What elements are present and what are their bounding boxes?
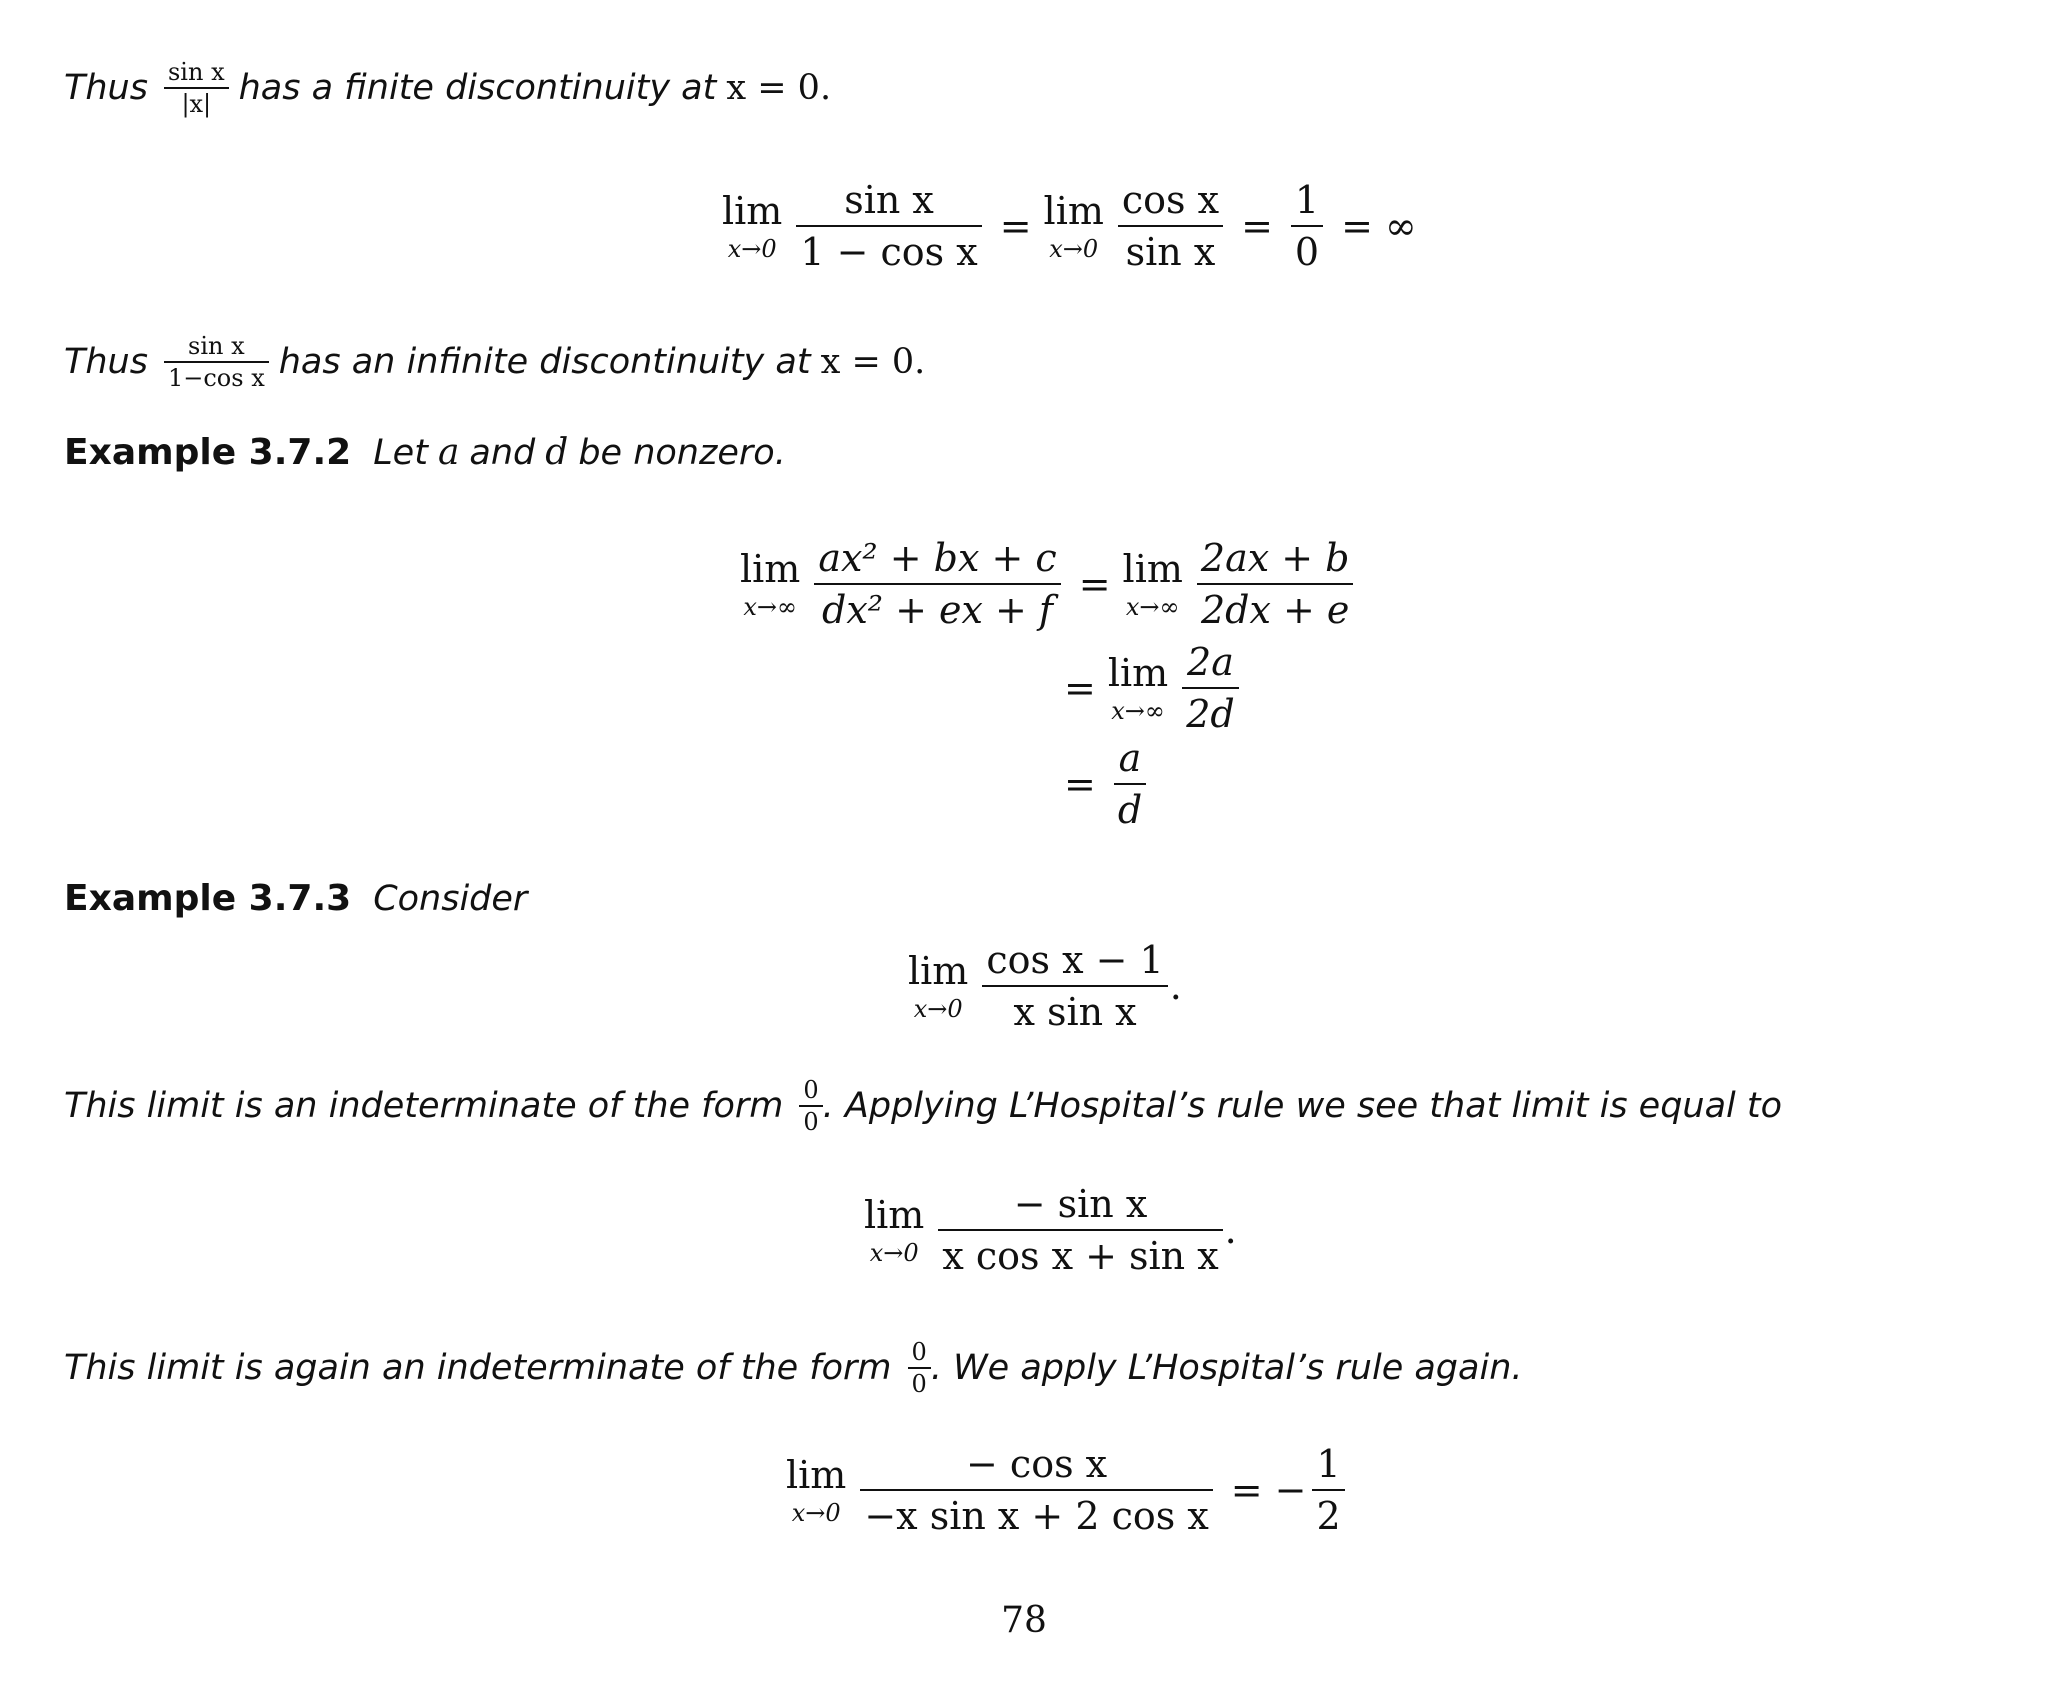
eq1-equals-1: = bbox=[999, 204, 1032, 248]
eq5-lim bbox=[786, 1453, 846, 1527]
eq5-rfrac bbox=[1312, 1442, 1344, 1538]
eq1-frac3-den: 0 bbox=[1294, 230, 1320, 274]
eq1-frac1 bbox=[796, 178, 981, 274]
eq1-frac1-num: sin x bbox=[844, 178, 934, 222]
eq5-rfrac-num: 1 bbox=[1316, 1442, 1341, 1486]
eq2-frac-main bbox=[814, 536, 1060, 632]
eq2-equals-3: = bbox=[1064, 762, 1096, 806]
eq5-sign: − bbox=[1274, 1468, 1307, 1512]
para2-frac-den: 1−cos x bbox=[167, 363, 265, 392]
eq2-lim-3 bbox=[1108, 651, 1168, 725]
eq2-lim-2 bbox=[1123, 547, 1183, 621]
eq2-frac-r2 bbox=[1182, 640, 1239, 736]
eq4-lim bbox=[864, 1193, 924, 1267]
eq1-lim-right bbox=[1044, 189, 1104, 263]
eq4-lim-text: lim bbox=[864, 1193, 925, 1237]
eq2-lim-text-1: lim bbox=[740, 547, 801, 591]
eq5-frac-num: − cos x bbox=[966, 1442, 1108, 1486]
para4-text-a: This limit is again an indeterminate of the form bbox=[64, 1347, 892, 1388]
para2-math-tail: x = 0. bbox=[820, 341, 926, 382]
para4-fraction bbox=[908, 1338, 931, 1398]
eq5-rfrac-bar bbox=[1312, 1489, 1344, 1491]
example1-var-d: d bbox=[545, 432, 569, 473]
eq2-frac-r2-num: 2a bbox=[1187, 640, 1234, 684]
eq2-lim-sub-2: x→∞ bbox=[1125, 593, 1180, 621]
eq4-frac-den: x cos x + sin x bbox=[942, 1234, 1219, 1278]
eq2-lim-sub-3: x→∞ bbox=[1111, 697, 1165, 725]
para4-frac-den: 0 bbox=[911, 1369, 927, 1398]
eq2-frac-r1 bbox=[1197, 536, 1354, 632]
eq5-frac-bar bbox=[860, 1489, 1212, 1491]
eq3-frac bbox=[982, 938, 1167, 1034]
eq3-lim-text: lim bbox=[908, 949, 969, 993]
para3-text-a: This limit is an indeterminate of the form bbox=[64, 1085, 784, 1126]
para1-frac-num: sin x bbox=[167, 58, 225, 86]
para3-text-b: . Applying L’Hospital’s rule we see that limit is equal to bbox=[822, 1085, 1783, 1126]
eq2-line-3 bbox=[1052, 736, 1152, 832]
eq5-rfrac-den: 2 bbox=[1316, 1494, 1341, 1538]
eq2-frac-r3-bar bbox=[1114, 783, 1146, 785]
eq1-frac2-den: sin x bbox=[1125, 230, 1216, 274]
example-3-7-2-heading bbox=[64, 432, 796, 473]
eq2-frac-main-num: ax² + bx + c bbox=[818, 536, 1057, 580]
eq4-frac-bar bbox=[938, 1229, 1222, 1231]
para1-prefix: Thus bbox=[64, 67, 148, 108]
eq1-equals-2: = bbox=[1241, 204, 1273, 248]
eq2-frac-r1-num: 2ax + b bbox=[1200, 536, 1350, 580]
eq2-frac-r1-bar bbox=[1197, 583, 1354, 585]
eq2-frac-r2-den: 2d bbox=[1186, 692, 1235, 736]
para1-fraction bbox=[164, 58, 229, 118]
eq2-frac-r3-den: d bbox=[1117, 788, 1143, 832]
para3-frac-num: 0 bbox=[803, 1076, 819, 1104]
eq4-tail: . bbox=[1224, 1208, 1237, 1252]
eq1-frac3-num: 1 bbox=[1294, 178, 1320, 222]
eq1-frac3-bar bbox=[1291, 225, 1323, 227]
example1-text-a: Let bbox=[373, 432, 428, 473]
eq2-frac-main-bar bbox=[814, 583, 1060, 585]
eq5-lim-text: lim bbox=[786, 1453, 847, 1497]
eq2-lim-1 bbox=[740, 547, 800, 621]
eq1-frac1-den: 1 − cos x bbox=[800, 230, 978, 274]
para3-fraction bbox=[799, 1076, 822, 1136]
paragraph-infinite-discontinuity bbox=[64, 332, 935, 392]
para4-text-b: . We apply L’Hospital’s rule again. bbox=[930, 1347, 1523, 1388]
eq3-tail: . bbox=[1169, 964, 1182, 1008]
eq2-frac-r2-bar bbox=[1182, 687, 1239, 689]
eq2-equals-1: = bbox=[1078, 562, 1111, 606]
eq2-line-1 bbox=[740, 536, 1359, 632]
paragraph-finite-discontinuity bbox=[64, 58, 841, 118]
example1-var-a: a bbox=[437, 432, 460, 473]
para1-frac-bar bbox=[164, 87, 229, 89]
example1-label: Example 3.7.2 bbox=[64, 432, 352, 473]
eq1-lim-text-2: lim bbox=[1043, 189, 1104, 233]
eq2-frac-r1-den: 2dx + e bbox=[1200, 588, 1350, 632]
equation-4 bbox=[864, 1182, 1237, 1278]
eq2-equals-2: = bbox=[1064, 666, 1096, 710]
page-number: 78 bbox=[1001, 1600, 1047, 1641]
equation-1 bbox=[722, 178, 1417, 274]
para4-frac-num: 0 bbox=[911, 1338, 927, 1366]
para4-frac-bar bbox=[908, 1367, 931, 1369]
example1-text-b: and bbox=[469, 432, 536, 473]
eq1-lim-text: lim bbox=[722, 189, 783, 233]
eq4-lim-sub: x→0 bbox=[869, 1239, 919, 1267]
eq3-frac-bar bbox=[982, 985, 1167, 987]
eq5-equals: = bbox=[1230, 1468, 1263, 1512]
para1-frac-den: |x| bbox=[181, 89, 212, 118]
paragraph-indeterminate-1 bbox=[64, 1076, 1792, 1136]
eq2-line-2 bbox=[1052, 640, 1245, 736]
eq1-frac2-num: cos x bbox=[1121, 178, 1220, 222]
eq1-lim-left bbox=[722, 189, 782, 263]
eq5-lim-sub: x→0 bbox=[791, 1499, 841, 1527]
eq2-frac-r3 bbox=[1114, 736, 1146, 832]
eq1-frac2-bar bbox=[1118, 225, 1223, 227]
eq1-equals-3: = bbox=[1341, 204, 1373, 248]
eq2-lim-sub-1: x→∞ bbox=[743, 593, 797, 621]
para2-frac-num: sin x bbox=[188, 332, 245, 360]
eq4-frac bbox=[938, 1182, 1222, 1278]
example1-text-c: be nonzero. bbox=[578, 432, 786, 473]
example-3-7-3-heading bbox=[64, 878, 537, 919]
eq5-frac bbox=[860, 1442, 1212, 1538]
example2-text: Consider bbox=[373, 878, 528, 919]
para2-frac-bar bbox=[164, 361, 269, 363]
para3-frac-den: 0 bbox=[803, 1107, 819, 1136]
para1-math-tail: x = 0. bbox=[726, 67, 832, 108]
eq3-lim-sub: x→0 bbox=[913, 995, 963, 1023]
eq1-result: ∞ bbox=[1384, 204, 1417, 248]
eq2-frac-main-den: dx² + ex + f bbox=[822, 588, 1053, 632]
eq1-lim-sub-2: x→0 bbox=[1049, 235, 1099, 263]
eq1-frac1-bar bbox=[796, 225, 981, 227]
para3-frac-bar bbox=[799, 1105, 822, 1107]
example2-label: Example 3.7.3 bbox=[64, 878, 352, 919]
eq3-frac-den: x sin x bbox=[1013, 990, 1137, 1034]
eq1-frac2 bbox=[1118, 178, 1223, 274]
para2-fraction bbox=[164, 332, 269, 392]
eq3-frac-num: cos x − 1 bbox=[986, 938, 1164, 982]
eq1-lim-sub: x→0 bbox=[727, 235, 777, 263]
eq4-frac-num: − sin x bbox=[1013, 1182, 1148, 1226]
eq2-lim-text-3: lim bbox=[1107, 651, 1169, 695]
equation-3 bbox=[908, 938, 1182, 1034]
para2-suffix: has an infinite discontinuity at bbox=[278, 341, 811, 382]
eq2-frac-r3-num: a bbox=[1118, 736, 1142, 780]
eq1-frac3 bbox=[1291, 178, 1323, 274]
paragraph-indeterminate-2 bbox=[64, 1338, 1533, 1398]
para1-suffix: has a finite discontinuity at bbox=[238, 67, 717, 108]
eq2-lim-text-2: lim bbox=[1122, 547, 1183, 591]
para2-prefix: Thus bbox=[64, 341, 148, 382]
eq3-lim bbox=[908, 949, 968, 1023]
eq5-frac-den: −x sin x + 2 cos x bbox=[864, 1494, 1209, 1538]
equation-5 bbox=[786, 1442, 1351, 1538]
